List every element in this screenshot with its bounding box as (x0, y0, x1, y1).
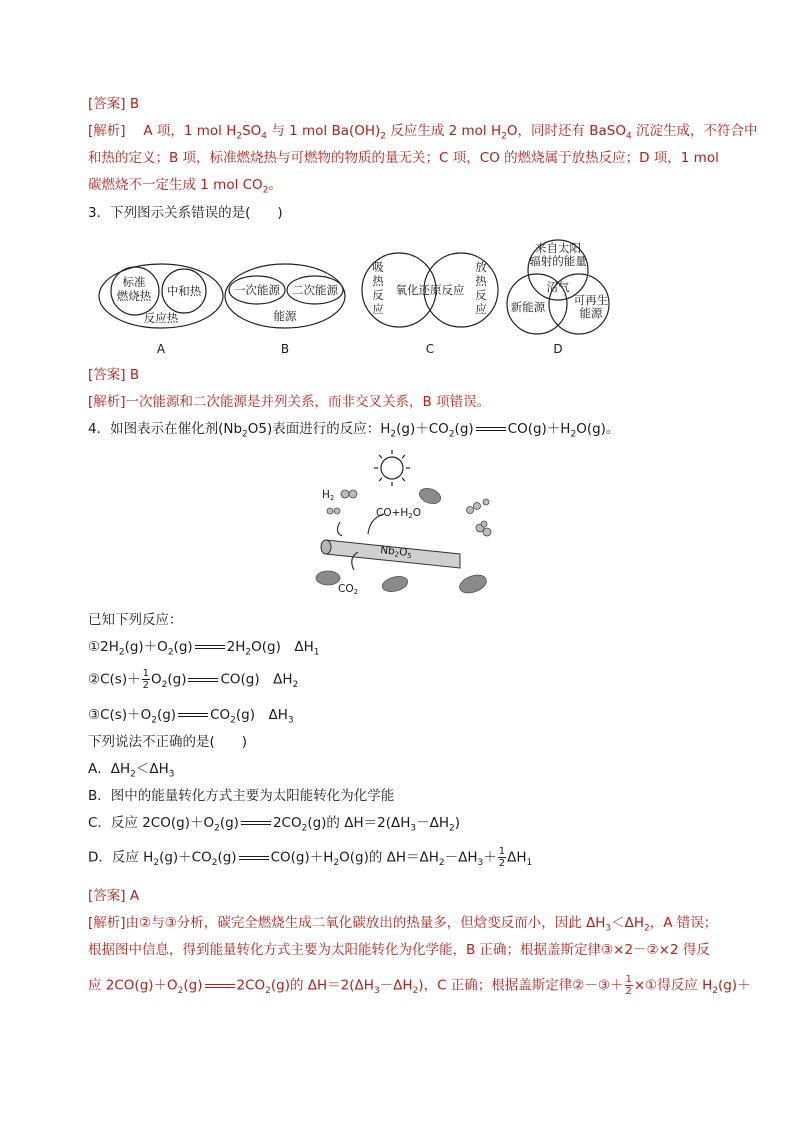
reaction-2: ②C(s)＋ $\frac{1}{2}$ $O_2(g)$ CO(g) $\Delta H_2$ (88, 668, 299, 691)
rock (316, 571, 340, 585)
label-c-right-3: 应 (475, 302, 487, 316)
label-c-left-2: 反 (372, 288, 384, 302)
q4-ask: 下列说法不正确的是( ) (88, 734, 248, 750)
caption-a: A (156, 342, 166, 356)
label-d-right1: 可再生 (573, 293, 609, 307)
label-co-h2o: CO+H2O (376, 507, 422, 520)
label-h2: H2 (322, 489, 335, 502)
label-b-right: 二次能源 (292, 283, 338, 297)
label-c-center: 氧化还原反应 (395, 283, 465, 297)
label-a-left1: 标准 (122, 275, 146, 289)
label-d-top2: 辐射的能量 (529, 254, 587, 268)
label-d-right2: 能源 (579, 306, 603, 320)
option-c: C．反应 $2CO(g)+O_2(g)$ $2CO_2(g)$的 $\Delta H=2(\Delta H_3-\Delta H_2)$ (88, 815, 460, 834)
label-c-right-1: 热 (475, 274, 487, 288)
q2-analysis-line3: 碳燃烧不一定生成 1 mol $CO_2$。 (88, 177, 282, 196)
option-a: A．$\Delta H_2<\Delta H_3$ (88, 761, 175, 780)
q4-known: 已知下列反应： (88, 612, 183, 628)
rock (381, 574, 410, 594)
label-b-outer: 能源 (273, 309, 297, 323)
caption-d: D (553, 342, 563, 356)
label-nb2o5: Nb2O5 (379, 544, 412, 561)
analysis-tag: [解析] (88, 123, 126, 139)
label-co2: CO2 (338, 583, 359, 596)
q4-answer: [答案] A (88, 888, 140, 904)
label-a-outer: 反应热 (143, 311, 179, 325)
label-d-left: 新能源 (510, 300, 546, 314)
label-d-center: 沼气 (546, 280, 570, 294)
caption-b: B (280, 342, 290, 356)
label-c-left-1: 热 (372, 274, 384, 288)
q4-analysis-line3: 应 $2CO(g)+O_2(g)$ $2CO_2(g)$的 $\Delta H=2(\Delta H_3-\Delta H_2)$，C 正确；根据盖斯定律②－③＋ $\frac{1}{2}$ ×①得反应 $H_2(g)+$ (88, 974, 751, 997)
rock (457, 572, 489, 597)
label-c-left-3: 应 (372, 302, 384, 316)
q3-stem: 3．下列图示关系错误的是( ) (88, 205, 283, 221)
q2-answer: [答案] B (88, 96, 140, 112)
arrow-in (337, 522, 342, 536)
rock (417, 486, 442, 507)
label-d-top1: 来自太阳 (535, 241, 581, 255)
q4-analysis-line2: 根据图中信息，得到能量转化方式主要为太阳能转化为化学能，B 正确；根据盖斯定律③×2－②×2 得反 (88, 942, 710, 958)
option-b: B．图中的能量转化方式主要为太阳能转化为化学能 (88, 788, 395, 804)
label-c-left-0: 吸 (372, 260, 384, 274)
q2-analysis-line2: 和热的定义；B 项，标准燃烧热与可燃物的物质的量无关；C 项，CO 的燃烧属于放热反应；D 项，1 mol (88, 150, 719, 166)
reaction-1: $①2H_2(g)+O_2(g)$ $2H_2O(g)$ $\Delta H_1$ (88, 639, 320, 658)
label-a-right: 中和热 (166, 284, 202, 298)
q3-diagrams (88, 234, 738, 358)
catalyst-figure (310, 448, 510, 598)
q2-analysis-line1: [解析] A 项，1 mol $H_2SO_4$ 与 1 mol $Ba(OH)_2$ 反应生成 2 mol $H_2O$，同时还有 BaSO$_4$ 沉淀生成，不符合中 (88, 123, 758, 142)
q3-analysis: [解析]一次能源和二次能源是并列关系，而非交叉关系，B 项错误。 (88, 394, 491, 410)
label-c-right-2: 反 (475, 288, 487, 302)
reaction-3: $③C(s)+O_2(g)$ $CO_2(g)$ $\Delta H_3$ (88, 707, 294, 726)
caption-c: C (425, 342, 435, 356)
q3-answer: [答案] B (88, 367, 140, 383)
sun-icon (374, 450, 410, 486)
q4-analysis-line1: [解析]由②与③分析，碳完全燃烧生成二氧化碳放出的热量多，但焓变反而小，因此 $\Delta H_3<\Delta H_2$，A 错误； (88, 915, 718, 934)
q4-stem: 4．如图表示在催化剂$(Nb_2O5)$表面进行的反应：$H_2(g)+CO_2(g)$ $CO(g)+H_2O(g)$。 (88, 421, 620, 440)
option-d: D．反应 $H_2(g)+CO_2(g)$ $CO(g)+H_2O(g)$的 $\Delta H=\Delta H_2-\Delta H_3+$ $\frac{1}{2}$ $\Delta H_1$ (88, 846, 533, 869)
label-c-right-0: 放 (475, 260, 487, 274)
label-b-left: 一次能源 (234, 283, 280, 297)
label-a-left2: 燃烧热 (116, 289, 152, 303)
